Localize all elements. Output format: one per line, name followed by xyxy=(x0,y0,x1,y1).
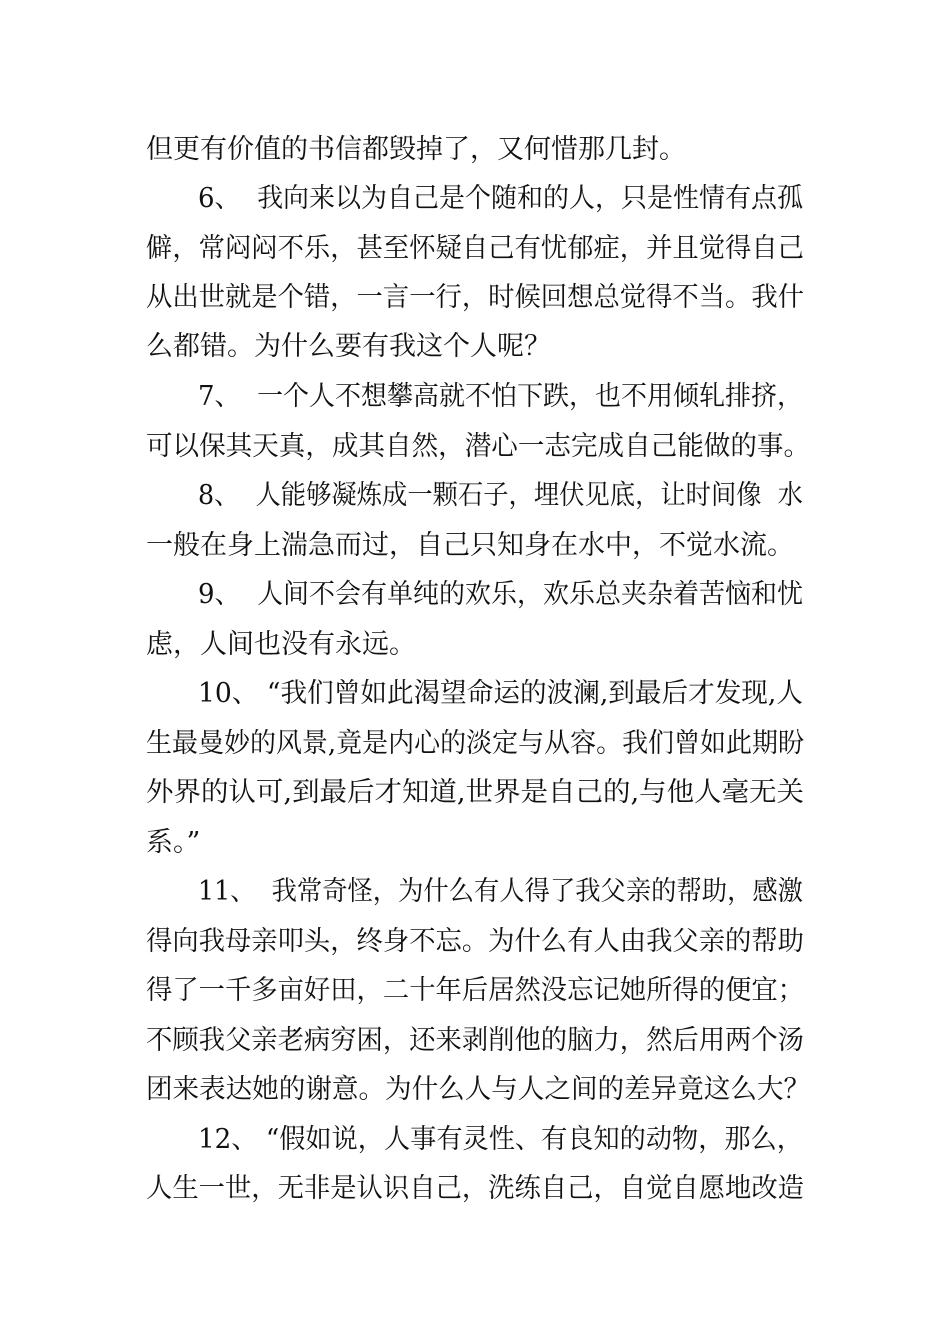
line-text: 得向我母亲叩头，终身不忘。为什么有人由我父亲的帮助 xyxy=(146,926,804,957)
line-text: 从出世就是个错，一言一行，时候回想总觉得不当。我什 xyxy=(146,282,804,313)
text-line xyxy=(0,274,950,322)
line-text: 系。” xyxy=(146,827,201,858)
line-text: 僻，常闷闷不乐，甚至怀疑自己有忧郁症，并且觉得自己 xyxy=(146,233,804,264)
line-text: 外界的认可,到最后才知道,世界是自己的,与他人毫无关 xyxy=(146,777,804,808)
text-line xyxy=(0,175,950,223)
text-line xyxy=(0,323,950,371)
line-text: 9、 人间不会有单纯的欢乐，欢乐总夹杂着苦恼和忧 xyxy=(198,579,803,610)
line-text: 得了一千多亩好田，二十年后居然没忘记她所得的便宜； xyxy=(146,975,804,1006)
text-line xyxy=(0,571,950,619)
line-text: 6、 我向来以为自己是个随和的人，只是性情有点孤 xyxy=(198,183,803,214)
line-text: 团来表达她的谢意。为什么人与人之间的差异竟这么大？ xyxy=(146,1074,810,1105)
text-line xyxy=(0,967,950,1015)
line-text: 人生一世，无非是认识自己，洗练自己，自觉自愿地改造 xyxy=(146,1173,804,1204)
line-text: 生最曼妙的风景,竟是内心的淡定与从容。我们曾如此期盼 xyxy=(146,728,804,759)
text-line xyxy=(0,918,950,966)
line-text: 11、 我常奇怪，为什么有人得了我父亲的帮助，感激 xyxy=(198,876,803,907)
text-line xyxy=(0,225,950,273)
text-line xyxy=(0,1165,950,1213)
line-text: 可以保其天真，成其自然，潜心一志完成自己能做的事。 xyxy=(146,431,810,462)
line-text: 不顾我父亲老病穷困，还来剥削他的脑力，然后用两个汤 xyxy=(146,1025,804,1056)
text-line xyxy=(0,373,950,421)
text-line xyxy=(0,819,950,867)
line-text: 虑，人间也没有永远。 xyxy=(146,629,416,660)
text-line xyxy=(0,423,950,471)
text-line xyxy=(0,670,950,718)
line-text: 一般在身上湍急而过，自己只知身在水中，不觉水流。 xyxy=(146,530,794,561)
line-text: 么都错。为什么要有我这个人呢？ xyxy=(146,331,551,362)
text-line xyxy=(0,621,950,669)
text-line xyxy=(0,720,950,768)
line-text: 但更有价值的书信都毁掉了，又何惜那几封。 xyxy=(146,134,686,165)
text-line xyxy=(0,1066,950,1114)
text-line xyxy=(0,126,950,174)
line-text: 12、 “假如说，人事有灵性、有良知的动物，那么， xyxy=(198,1124,803,1155)
text-line xyxy=(0,1116,950,1164)
line-text: 7、 一个人不想攀高就不怕下跌，也不用倾轧排挤， xyxy=(198,381,803,412)
text-line xyxy=(0,769,950,817)
text-line xyxy=(0,868,950,916)
text-line xyxy=(0,522,950,570)
line-text: 10、 “我们曾如此渴望命运的波澜,到最后才发现,人 xyxy=(198,678,803,709)
line-text: 8、 人能够凝炼成一颗石子，埋伏见底，让时间像 水 xyxy=(198,480,803,511)
text-line xyxy=(0,472,950,520)
text-line xyxy=(0,1017,950,1065)
